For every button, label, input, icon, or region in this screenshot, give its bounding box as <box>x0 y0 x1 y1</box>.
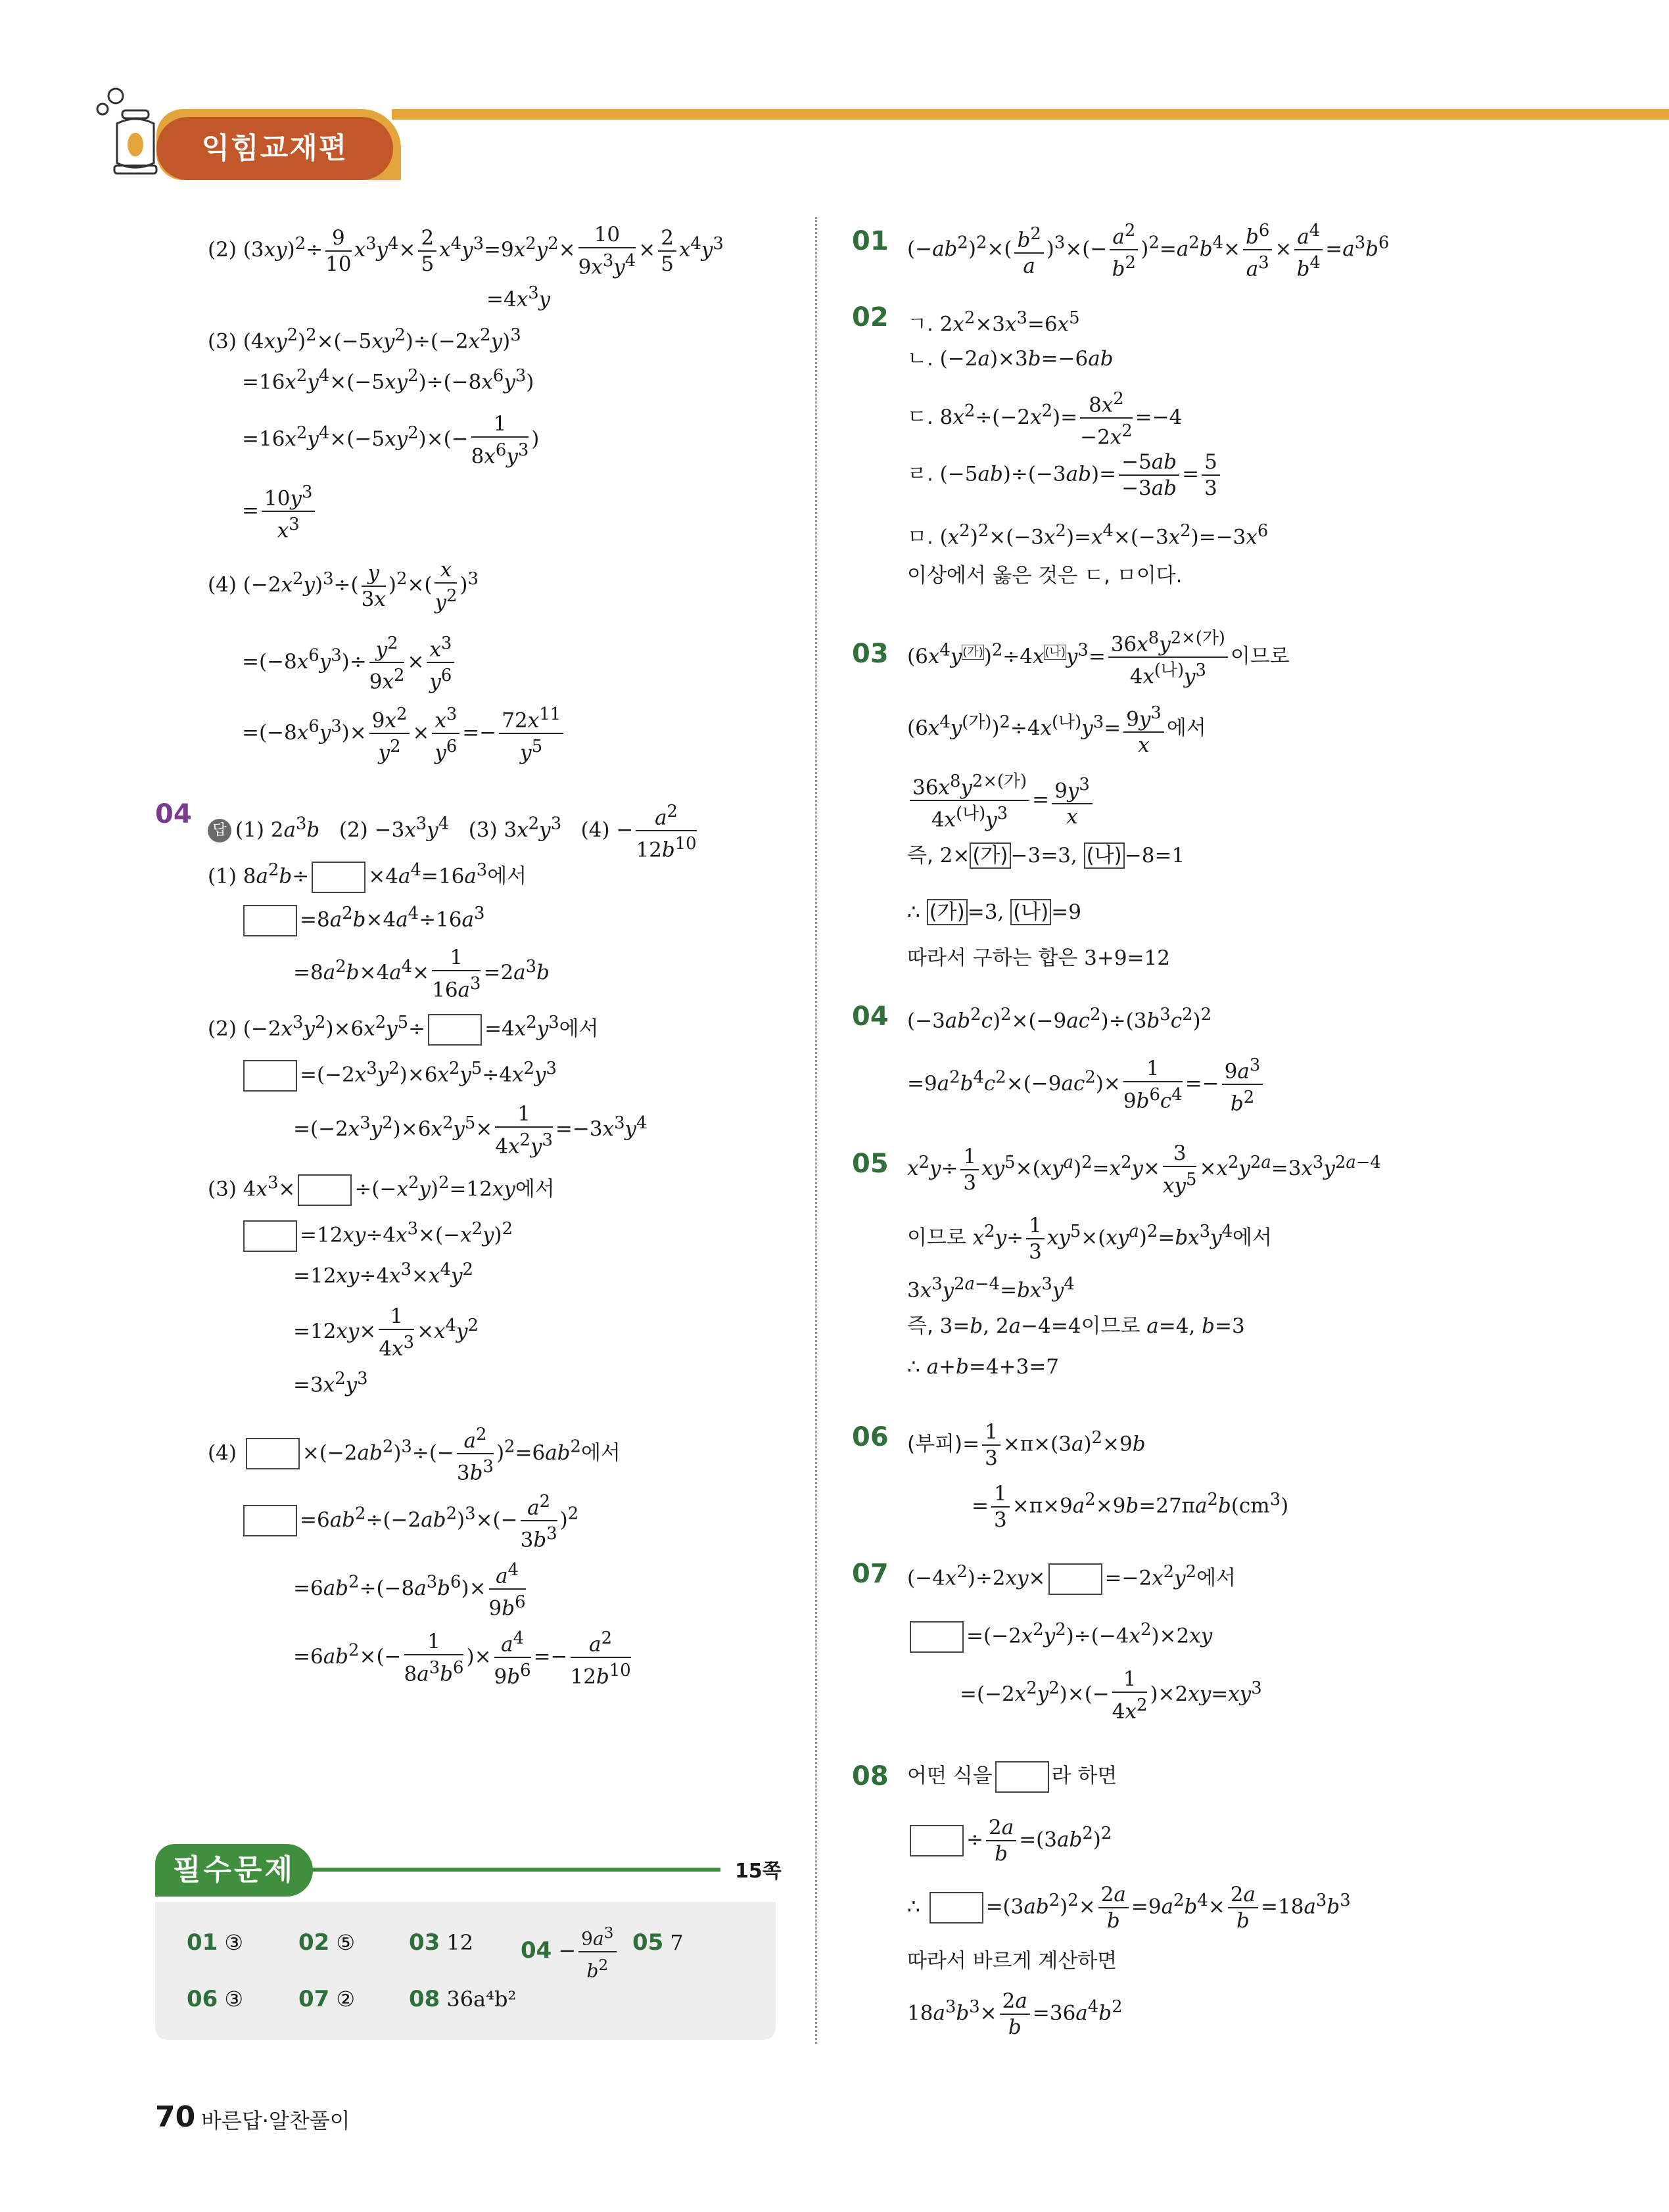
solution-line: $=6ab^2\times(-$ $\frac{1}{8a^3b^6}$ )× $\frac{a^4}{9b^6}$ =− $\frac{a^2}{12b^{10}}$ <box>293 1626 634 1690</box>
solution-line: (2) $(3xy)^2\div$ $\frac{9}{10}$ $x^3y^4\times$ $\frac{2}{5}$ $x^4y^3=9x^2y^2\times$ $\frac{10}{9x^3y^4}$ × $\frac{2}{5}$ $x^4y^3$ <box>208 223 724 279</box>
solution-line: $=8a^2b\times 4a^4\div 16a^3$ <box>241 899 484 936</box>
blank-box <box>243 1220 297 1252</box>
blank-box <box>243 905 297 936</box>
solution-line: (4) $(-2x^2y)^3\div$( $\frac{y}{3x}$ )$^2$×( $\frac{x}{y^2}$ )$^3$ <box>208 558 479 614</box>
solution-line: $(-ab^2)^2\times$( $\frac{b^2}{a}$ )$^3$×(− $\frac{a^2}{b^2}$ )$^2=a^2b^4\times$ $\frac{b^6}{a^3}$ × $\frac{a^4}{b^4}$ $=a^3b^6$ <box>907 218 1389 282</box>
solution-line: $18a^3b^3\times$ $\frac{2a}{b}$ $=36a^4b^2$ <box>907 1989 1123 2039</box>
solution-line: $(-3ab^2c)^2\times(-9ac^2)\div(3b^3c^2)^2$ <box>907 1005 1212 1033</box>
question-number: 03 <box>852 639 889 669</box>
answer-item: 07 ② <box>298 1986 356 2012</box>
essential-answers-box <box>155 1902 776 2040</box>
solution-line: $=(-8x^6y^3)\div$ $\frac{y^2}{9x^2}$ × $\frac{x^3}{y^6}$ <box>242 631 457 695</box>
solution-line: ㄱ. $2x^2\times 3x^3=6x^5$ <box>907 308 1080 336</box>
answer-line: 답 (1) $2a^3b$ $(2) -3x^3y^4$ (3) $3x^2y^3$ (4) − $\frac{a^2}{12b^{10}}$ <box>208 799 699 863</box>
solution-line: ÷ $\frac{2a}{b}$ $=(3ab^2)^2$ <box>907 1815 1112 1866</box>
solution-line: 따라서 바르게 계산하면 <box>907 1949 1117 1973</box>
essential-page-ref: 15쪽 <box>735 1860 782 1883</box>
solution-line: ㄹ. (−5ab)÷(−3ab)= $\frac{-5ab}{-3ab}$ = $\frac{5}{3}$ <box>907 449 1223 501</box>
solution-line: =12xy× $\frac{1}{4x^3}$ $\times x^4y^2$ <box>293 1304 479 1361</box>
solution-line: 따라서 구하는 합은 3+9=12 <box>907 946 1170 970</box>
answer-item: 08 36a⁴b² <box>409 1986 517 2012</box>
solution-line: ㄴ. (−2a)×3b=−6ab <box>907 347 1114 371</box>
question-number: 02 <box>852 302 889 333</box>
answer-icon: 답 <box>208 819 231 842</box>
blank-box <box>995 1761 1049 1793</box>
blank-box <box>298 1174 352 1206</box>
solution-line: $(-4x^2)\div 2xy\times =-2x^2y^2$에서 <box>907 1557 1236 1595</box>
solution-line: 즉, 3=b, 2a−4=4이므로 a=4, b=3 <box>907 1314 1245 1338</box>
solution-line: $=(-8x^6y^3)\times$ $\frac{9x^2}{y^2}$ × $\frac{x^3}{y^6}$ =− $\frac{72x^{11}}{y^5}$ <box>242 702 566 766</box>
column-divider <box>815 217 817 2044</box>
question-number: 01 <box>852 226 889 256</box>
solution-line: 이상에서 옳은 것은 ㄷ, ㅁ이다. <box>907 564 1183 588</box>
solution-line: = $\frac{1}{3}$ $\times\pi\times 9a^2\times 9b=27\pi a^2b(cm^3)$ <box>972 1482 1289 1532</box>
solution-line: (3) $4x^3\times \div(-x^2y)^2=12xy$에서 <box>208 1168 555 1206</box>
solution-line: $(4) \times(-2ab^2)^3\div(-$ $\frac{a^2}{3b^3}$ )$^2=6ab^2$에서 <box>208 1422 621 1486</box>
solution-line: (부피)= $\frac{1}{3}$ $\times\pi\times(3a)^2\times 9b$ <box>907 1420 1146 1470</box>
essential-problems-title: 필수문제 <box>155 1844 313 1897</box>
question-number: 04 <box>155 799 192 829</box>
question-number: 07 <box>852 1559 889 1589</box>
book-title: 바른답·알찬풀이 <box>201 2108 350 2133</box>
solution-line: $=3x^2y^3$ <box>293 1369 368 1397</box>
blank-box <box>910 1825 964 1856</box>
question-number: 05 <box>852 1149 889 1179</box>
answer-item: 03 12 <box>409 1929 474 1956</box>
solution-line: $=4x^3y$ <box>486 283 551 311</box>
solution-line: = $\frac{10y^3}{x^3}$ <box>242 480 317 543</box>
answer-item: 05 7 <box>632 1929 684 1956</box>
solution-line: (2) $(-2x^3y^2)\times 6x^2y^5\div =4x^2y^3$에서 <box>208 1008 599 1046</box>
blank-box <box>910 1621 964 1653</box>
solution-line: ㄷ. $8x^2\div(-2x^2)=$ $\frac{8x^2}{-2x^2}$ =−4 <box>907 386 1182 450</box>
solution-line: $=(-2x^3y^2)\times 6x^2y^5\div 4x^2y^3$ <box>241 1054 557 1092</box>
lamp-icon <box>91 85 170 184</box>
solution-line: $=(-2x^3y^2)\times 6x^2y^5\times$ $\frac{1}{4x^2y^3}$ $=-3x^3y^4$ <box>293 1102 647 1159</box>
answer-item: 01 ③ <box>187 1929 244 1956</box>
solution-line: (3) $(4xy^2)^2\times(-5xy^2)\div(-2x^2y)^3$ <box>208 325 521 354</box>
solution-line: $=16x^2y^4\times(-5xy^2)\div(-8x^6y^3)$ <box>242 366 534 394</box>
solution-line: $=16x^2y^4\times(-5xy^2)\times(-$ $\frac{1}{8x^6y^3}$ ) <box>242 412 540 469</box>
solution-line: (1) $8a^2b\div \times 4a^4=16a^3$에서 <box>208 856 527 893</box>
solution-line: $=(-2x^2y^2)\div(-4x^2)\times 2xy$ <box>907 1615 1212 1653</box>
blank-box <box>929 1892 983 1924</box>
answer-item: 06 ③ <box>187 1986 244 2012</box>
solution-line: $=9a^2b^4c^2\times(-9ac^2)\times$ $\frac{1}{9b^6c^4}$ =− $\frac{9a^3}{b^2}$ <box>907 1053 1265 1117</box>
solution-line: $=6ab^2\div(-2ab^2)^3\times(-$ $\frac{a^2}{3b^3}$ )$^2$ <box>241 1489 578 1553</box>
header-bar <box>392 109 1669 120</box>
solution-line: $=(-2x^2y^2)\times(-$ $\frac{1}{4x^2}$ )$\times 2xy=xy^3$ <box>960 1667 1262 1724</box>
solution-line: $x^2y\div$ $\frac{1}{3}$ $xy^5\times(xy^a)^2=x^2y\times$ $\frac{3}{xy^5}$ $\times x^2y^{2a}=3x^3y^{2a-4}$ <box>907 1141 1381 1198</box>
solution-line: 어떤 식을 라 하면 <box>907 1761 1117 1793</box>
answer-item: 04 − $\frac{9a^3}{b^2}$ <box>521 1920 619 1984</box>
essential-rule <box>309 1868 720 1872</box>
solution-line: 즉, 2× (가) −3=3, (나) −8=1 <box>907 844 1185 867</box>
solution-line: $3x^3y^{2a-4}=bx^3y^4$ <box>907 1274 1075 1302</box>
solution-line: ∴ a+b=4+3=7 <box>907 1355 1059 1379</box>
answer-item: 02 ⑤ <box>298 1929 356 1956</box>
solution-line: $=12xy\div 4x^3\times x^4y^2$ <box>293 1260 473 1288</box>
question-number: 08 <box>852 1761 889 1791</box>
page-number: 70 <box>155 2100 196 2134</box>
solution-line: ㅁ. $(x^2)^2\times(-3x^2)=x^4\times(-3x^2)=-3x^6$ <box>907 521 1269 549</box>
header-tab-label: 익힘교재편 <box>156 117 393 180</box>
question-number: 06 <box>852 1422 889 1452</box>
question-number: 04 <box>852 1002 889 1032</box>
solution-line: ∴ $=(3ab^2)^2\times$ $\frac{2a}{b}$ $=9a^2b^4\times$ $\frac{2a}{b}$ $=18a^3b^3$ <box>907 1883 1351 1933</box>
solution-line: 이므로 $x^2y\div$ $\frac{1}{3}$ $xy^5\times(xy^a)^2=bx^3y^4$에서 <box>907 1214 1272 1264</box>
solution-line: $=8a^2b\times 4a^4\times$ $\frac{1}{16a^3}$ $=2a^3b$ <box>293 946 550 1002</box>
blank-box <box>312 862 365 893</box>
blank-box <box>243 1505 297 1536</box>
blank-box <box>428 1014 482 1046</box>
blank-box <box>1048 1563 1102 1595</box>
solution-line: ∴ (가) =3, (나) =9 <box>907 900 1081 924</box>
solution-line: $(6x^4y^{(가)})^2\div 4x^{(나)}y^3=$ $\frac{9y^3}{x}$ 에서 <box>907 701 1206 758</box>
solution-line: $=6ab^2\div(-8a^3b^6)\times$ $\frac{a^4}{9b^6}$ <box>293 1557 529 1621</box>
solution-line: $\frac{36x^8y^{2\times(가)}}{4x^{(나)}y^3}$ = $\frac{9y^3}{x}$ <box>907 769 1095 833</box>
blank-box <box>246 1438 300 1469</box>
solution-line: $(6x^4y^{(가)})^2\div 4x^{(나)}y^3=$ $\frac{36x^8y^{2\times(가)}}{4x^{(나)}y^3}$ 이므로 <box>907 626 1290 689</box>
blank-box <box>243 1060 297 1092</box>
solution-line: $=12xy\div 4x^3\times(-x^2y)^2$ <box>241 1214 513 1252</box>
